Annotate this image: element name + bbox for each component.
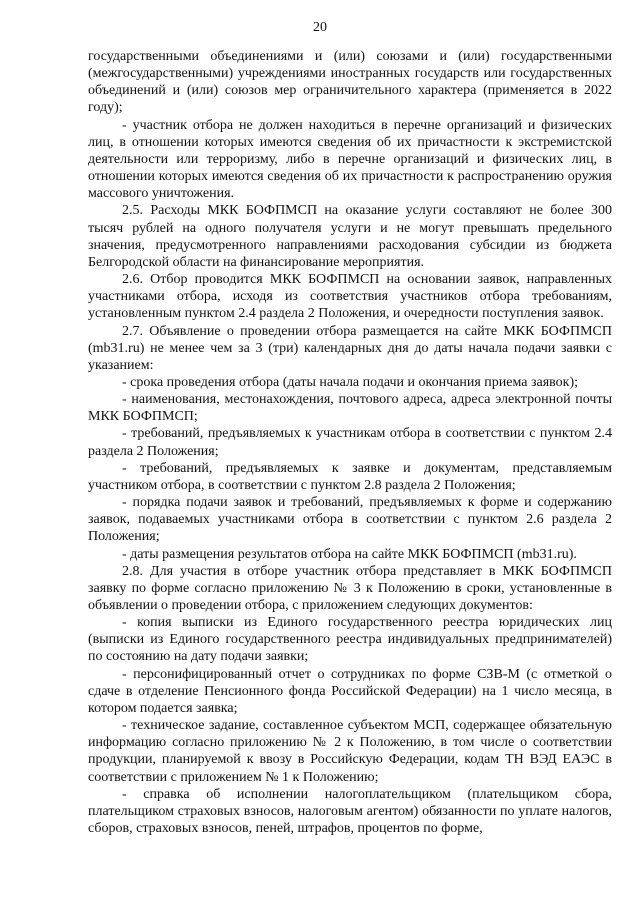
paragraph: - персонифицированный отчет о сотрудниках по форме СЗВ-М (с отметкой о сдаче в отделение Пенсионного фонда Российской Федерации) на 1 число месяца, в котором подается заявка; bbox=[88, 666, 612, 716]
paragraph: - даты размещения результатов отбора на сайте МКК БОФПМСП (mb31.ru). bbox=[122, 546, 577, 562]
paragraph: - требований, предъявляемых к заявке и документам, представляемым участником отбора, в соответствии с пунктом 2.8 раздела 2 Положения; bbox=[88, 460, 612, 493]
paragraph: - техническое задание, составленное субъектом МСП, содержащее обязательную информацию согласно приложению № 2 к Положению, в том числе о соответствии продукции, планируемой к ввозу в Российскую Федерации, кодам ТН ВЭД ЕАЭС в соответствии с приложением № 1 к Положению; bbox=[88, 718, 612, 785]
paragraph: государственными объединениями и (или) союзами и (или) государственными (межгосударственными) учреждениями иностранных государств или государственных объединений и (или) союзов мер ограничительного характера (применяется в 2022 году); bbox=[88, 49, 612, 116]
paragraph: - порядка подачи заявок и требований, предъявляемых к форме и содержанию заявок, подаваемых участниками отбора в соответствии с пунктом 2.6 раздела 2 Положения; bbox=[88, 495, 612, 545]
paragraph: - срока проведения отбора (даты начала подачи и окончания приема заявок); bbox=[122, 374, 579, 390]
paragraph: - требований, предъявляемых к участникам отбора в соответствии с пунктом 2.4 раздела 2 Положения; bbox=[88, 426, 612, 459]
paragraph: 2.6. Отбор проводится МКК БОФПМСП на основании заявок, направленных участниками отбора, исходя из соответствия участников отбора требованиям, установленным пунктом 2.4 раздела 2 Положения, и очередности поступления заявок. bbox=[88, 272, 612, 322]
paragraph: 2.5. Расходы МКК БОФПМСП на оказание услуги составляют не более 300 тысяч рублей на одного получателя услуги и не могут превышать предельного значения, предусмотренного направлениями расходования субсидии из бюджета Белгородской области на финансирование мероприятия. bbox=[88, 203, 612, 270]
paragraph: 2.7. Объявление о проведении отбора размещается на сайте МКК БОФПМСП (mb31.ru) не менее чем за 3 (три) календарных дня до даты начала подачи заявки с указанием: bbox=[88, 323, 612, 373]
paragraph: - копия выписки из Единого государственного реестра юридических лиц (выписки из Единого государственного реестра индивидуальных предпринимателей) по состоянию на дату подачи заявки; bbox=[88, 615, 612, 665]
paragraph: - наименования, местонахождения, почтового адреса, адреса электронной почты МКК БОФПМСП; bbox=[88, 392, 612, 425]
page-number: 20 bbox=[313, 20, 327, 35]
paragraph: - участник отбора не должен находиться в перечне организаций и физических лиц, в отношении которых имеются сведения об их причастности к экстремистской деятельности или терроризму, либо в перечне организаций и физических лиц, в отношении которых имеются сведения об их причастности к распространению оружия массового уничтожения. bbox=[88, 117, 612, 202]
paragraph: - справка об исполнении налогоплательщиком (плательщиком сбора, плательщиком страховых взносов, налоговым агентом) обязанности по уплате налогов, сборов, страховых взносов, пеней, штрафов, процентов по форме, bbox=[88, 786, 612, 837]
paragraph: 2.8. Для участия в отборе участник отбора представляет в МКК БОФПМСП заявку по форме согласно приложению № 3 к Положению в сроки, установленные в объявлении о проведении отбора, с приложением следующих документов: bbox=[88, 563, 612, 613]
document-body bbox=[88, 48, 612, 837]
